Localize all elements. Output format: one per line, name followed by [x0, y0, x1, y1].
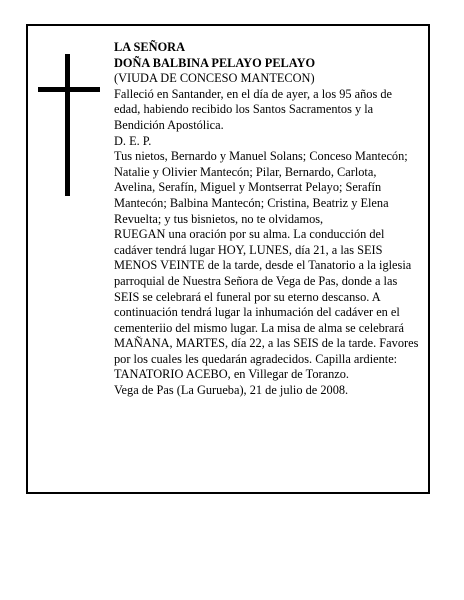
- obituary-text: [114, 40, 420, 399]
- cross-vertical-bar: [65, 54, 70, 196]
- deceased-name: DOÑA BALBINA PELAYO PELAYO: [114, 55, 316, 70]
- family-list: Tus nietos, Bernardo y Manuel Solans; Conceso Mantecón; Natalie y Olivier Mantecón; Pilar, Bernardo, Carlota, Avelina, Serafín, Miguel y Montserrat Pelayo; Serafín Mantecón; Balbina Mantecón; Cristina, Beatriz y Elena Revuelta; y tus bisnietos, no te olvidamos,: [114, 149, 408, 226]
- death-announcement: Falleció en Santander, en el día de ayer, a los 95 años de edad, habiendo recibido los Santos Sacramentos y la Bendición Apostólica.: [114, 86, 393, 132]
- dep-line: D. E. P.: [114, 133, 152, 148]
- cross-icon: [38, 54, 100, 196]
- widow-of-line: (VIUDA DE CONCESO MANTECON): [114, 71, 315, 86]
- place-and-date: Vega de Pas (La Gurueba), 21 de julio de 2008.: [114, 383, 349, 398]
- cross-horizontal-bar: [38, 87, 100, 92]
- notice-title: LA SEÑORA: [114, 40, 185, 54]
- funeral-details: RUEGAN una oración por su alma. La conducción del cadáver tendrá lugar HOY, LUNES, día 21, a las SEIS MENOS VEINTE de la tarde, desde el Tanatorio a la iglesia parroquial de Nuestra Señora de Vega de Pas, donde a las SEIS se celebrará el funeral por su eterno descanso. A continuación tendrá lugar la inhumación del cadáver en el cementeriio del mismo lugar. La misa de alma se celebrará MAÑANA, MARTES, día 22, a las SEIS de la tarde. Favores por los cuales les quedarán agradecidos. Capilla ardiente: TANATORIO ACEBO, en Villegar de Toranzo.: [114, 227, 419, 382]
